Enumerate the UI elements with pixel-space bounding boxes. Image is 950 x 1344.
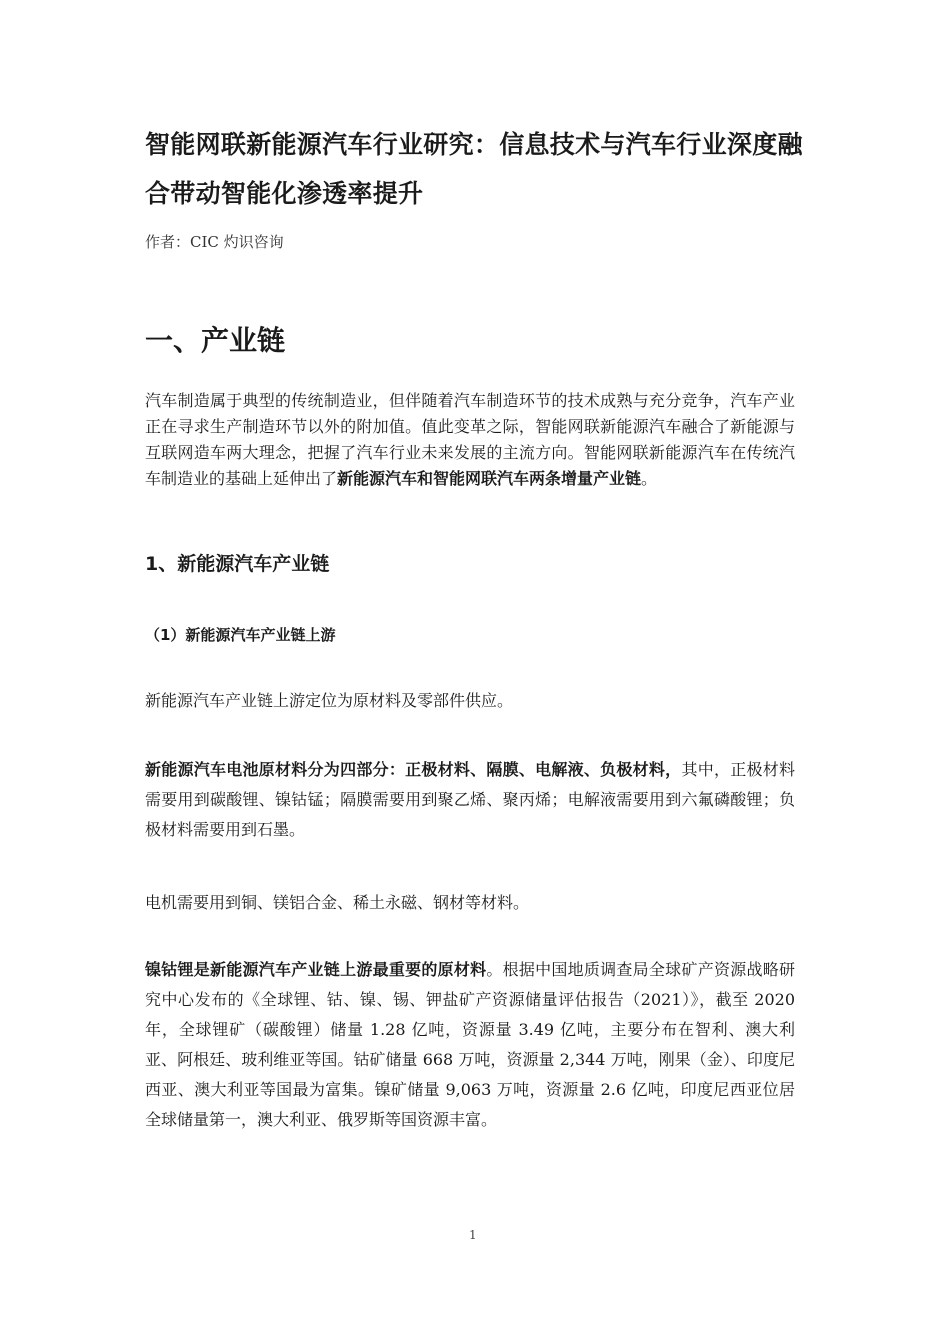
battery-bold-text: 新能源汽车电池原材料分为四部分：正极材料、隔膜、电解液、负极材料，: [145, 760, 682, 779]
intro-end: 。: [641, 469, 658, 488]
battery-text: 其中，正极材料需要用到碳酸锂、镍钴锰；隔膜需要用到聚乙烯、聚丙烯；电解液需要用到六氟磷酸锂；负极材料需要用到石墨。: [145, 760, 795, 839]
intro-bold-text: 新能源汽车和智能网联汽车两条增量产业链: [337, 469, 642, 488]
motor-materials-paragraph: 电机需要用到铜、镁铝合金、稀土永磁、钢材等材料。: [145, 893, 530, 912]
page-number: 1: [469, 1228, 477, 1242]
document-title: 智能网联新能源汽车行业研究：信息技术与汽车行业深度融合带动智能化渗透率提升: [145, 130, 803, 208]
nickel-cobalt-lithium-paragraph: [145, 955, 795, 1135]
upstream-paragraph: 新能源汽车产业链上游定位为原材料及零部件供应。: [145, 691, 514, 710]
subsection-heading-nev-chain: 1、新能源汽车产业链: [145, 553, 330, 575]
materials-bold-text: 镍钴锂是新能源汽车产业链上游最重要的原材料: [145, 960, 487, 979]
intro-text: 汽车制造属于典型的传统制造业，但伴随着汽车制造环节的技术成熟与充分竞争，汽车产业正在寻求生产制造环节以外的附加值。值此变革之际，智能网联新能源汽车融合了新能源与互联网造车两大理念，把握了汽车行业未来发展的主流方向。智能网联新能源汽车在传统汽车制造业的基础上延伸出了: [145, 391, 795, 488]
subsubsection-heading-upstream: （1）新能源汽车产业链上游: [145, 626, 336, 644]
author-line: 作者：CIC 灼识咨询: [145, 233, 284, 251]
materials-text: 。根据中国地质调查局全球矿产资源战略研究中心发布的《全球锂、钴、镍、锡、钾盐矿产资源储量评估报告（2021）》，截至 2020 年，全球锂矿（碳酸锂）储量 1.28 亿吨，资源量 3.49 亿吨，主要分布在智利、澳大利亚、阿根廷、玻利维亚等国。钴矿储量 668 万吨，资源量 2,344 万吨，刚果（金）、印度尼西亚、澳大利亚等国最为富集。镍矿储量 9,063 万吨，资源量 2.6 亿吨，印度尼西亚位居全球储量第一，澳大利亚、俄罗斯等国资源丰富。: [145, 960, 795, 1129]
intro-paragraph: [145, 388, 795, 492]
section-heading-industry-chain: 一、产业链: [145, 324, 286, 357]
battery-materials-paragraph: [145, 755, 795, 845]
